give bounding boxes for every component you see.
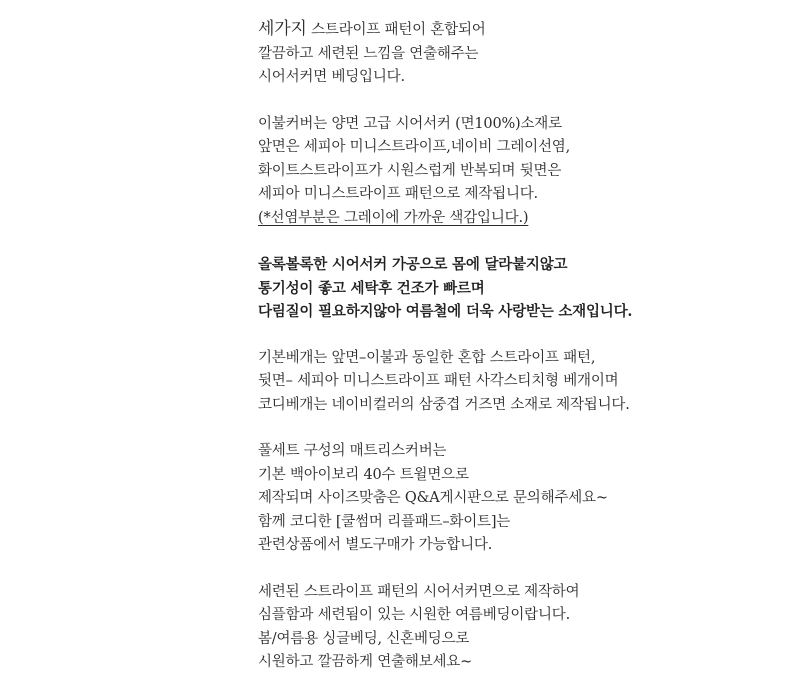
- description-line: 심플함과 세련됨이 있는 시원한 여름베딩이랍니다.: [258, 607, 570, 623]
- color-note-line: [258, 207, 778, 231]
- description-line: 관련상품에서 별도구매가 가능합니다.: [258, 537, 493, 553]
- description-line: 봄/여름용 싱글베딩, 신혼베딩으로: [258, 630, 470, 647]
- description-line: 뒷면– 세피아 미니스트라이프 패턴 사각스티치형 베개이며: [258, 373, 619, 389]
- intro-lead-word: 세가지: [258, 19, 307, 39]
- description-line: [258, 18, 778, 43]
- description-line: 깔끔하고 세련된 느낌을 연출해주는: [258, 45, 479, 62]
- paragraph-intro: [258, 18, 778, 90]
- description-line: 화이트스트라이프가 시원스럽게 반복되며 뒷면은: [258, 162, 562, 179]
- description-line: 세련된 스트라이프 패턴의 시어서커면으로 제작하여: [258, 583, 580, 600]
- paragraph-mattress-cover: [258, 440, 778, 558]
- description-line: 풀세트 구성의 매트리스커버는: [258, 443, 447, 459]
- highlight-line: 다림질이 필요하지않아 여름철에 더욱 사랑받는 소재입니다.: [258, 303, 633, 320]
- paragraph-material-highlight: [258, 253, 778, 324]
- description-line: 세피아 미니스트라이프 패턴으로 제작됩니다.: [258, 186, 538, 202]
- product-description: [258, 18, 778, 675]
- description-line: 함께 코디한 [쿨썸머 리플패드–화이트]는: [258, 513, 511, 530]
- description-line: 시원하고 깔끔하게 연출해보세요~: [258, 654, 473, 670]
- description-line: 제작되며 사이즈맞춤은 Q&A게시판으로 문의해주세요~: [258, 490, 608, 506]
- highlight-line: 올록볼록한 시어서커 가공으로 몸에 달라붙지않고: [258, 256, 568, 273]
- description-line: 기본 백아이보리 40수 트윌면으로: [258, 466, 469, 483]
- color-note-text: (*선염부분은 그레이에 가까운 색감입니다.): [258, 209, 529, 226]
- paragraph-pillows: [258, 347, 778, 418]
- intro-line-text: 스트라이프 패턴이 혼합되어: [306, 22, 486, 38]
- description-line: 앞면은 세피아 미니스트라이프,네이비 그레이선염,: [258, 139, 570, 155]
- description-line: 이불커버는 양면 고급 시어서커 (면100%)소재로: [258, 115, 562, 132]
- description-line: 코디베개는 네이비컬러의 삼중겹 거즈면 소재로 제작됩니다.: [258, 396, 630, 413]
- description-line: 시어서커면 베딩입니다.: [258, 69, 405, 85]
- paragraph-duvet-cover: [258, 113, 778, 231]
- description-line: 기본베개는 앞면–이불과 동일한 혼합 스트라이프 패턴,: [258, 349, 596, 366]
- highlight-line: 통기성이 좋고 세탁후 건조가 빠르며: [258, 279, 485, 297]
- paragraph-closing: [258, 581, 778, 675]
